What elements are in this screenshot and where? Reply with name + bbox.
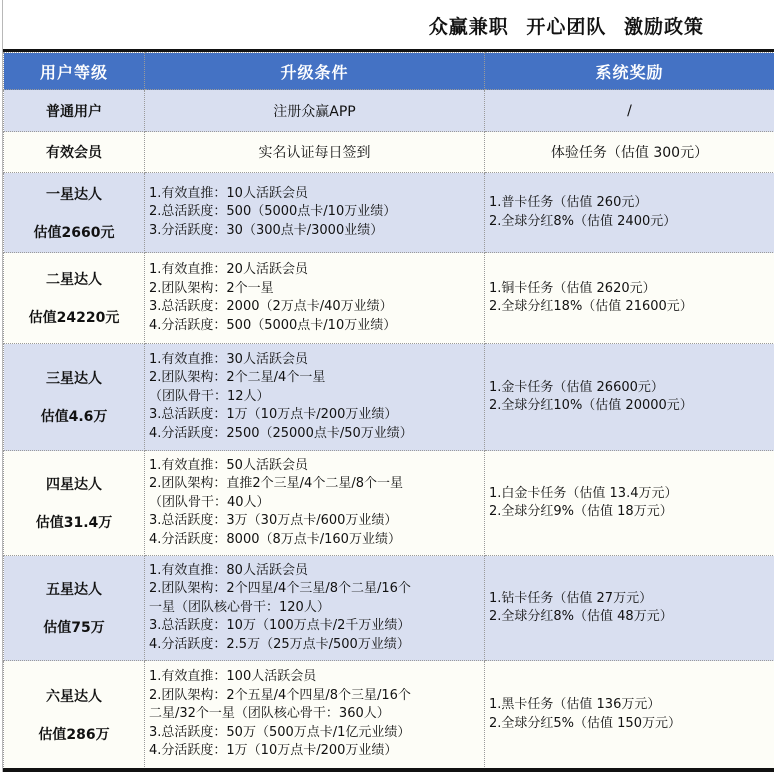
rewards-cell: [485, 90, 774, 132]
condition-line: 4.分活跃度：500（5000点卡/10万业绩）: [149, 317, 397, 333]
reward-line: 2.全球分红10%（估值 20000元）: [489, 398, 693, 413]
reward-line: /: [627, 102, 632, 119]
condition-line: 实名认证每日签到: [258, 145, 371, 161]
condition-line: 1.有效直推：100人活跃会员: [149, 669, 317, 685]
title-part-policy: 激励政策: [623, 16, 704, 38]
condition-line: 4.分活跃度：2500（25000点卡/50万业绩）: [149, 425, 413, 441]
title-part-brand: 众赢兼职: [428, 16, 509, 38]
reward-line: 1.黑卡任务（估值 136万元）: [489, 697, 661, 712]
rewards-cell: [485, 556, 774, 661]
reward-line: 体验任务（估值 300元）: [550, 145, 709, 161]
rewards-cell: [485, 451, 774, 556]
table-header-row: [4, 53, 774, 90]
condition-line: 2.团队架构：2个二星/4个一星: [149, 370, 326, 386]
condition-line: 2.团队架构：2个五星/4个四星/8个三星/16个: [149, 687, 411, 703]
condition-line: 3.分活跃度：30（300点卡/3000业绩）: [149, 222, 384, 238]
conditions-cell: [145, 132, 485, 173]
reward-line: 1.白金卡任务（估值 13.4万元）: [489, 485, 678, 501]
conditions-cell: [145, 451, 485, 556]
condition-line: 2.团队架构：2个四星/4个三星/8个二星/16个: [149, 581, 411, 597]
conditions-cell: [145, 90, 485, 132]
level-cell: [4, 132, 145, 173]
incentive-policy-table: [3, 52, 774, 769]
condition-line: 二星/32个一星（团队核心骨干：360人）: [149, 706, 390, 722]
header-user-level: 用户等级: [4, 53, 145, 90]
level-value: 估值75万: [43, 620, 105, 636]
level-name: 六星达人: [46, 688, 102, 705]
condition-line: 3.总活跃度：1万（10万点卡/200万业绩）: [149, 407, 398, 423]
reward-line: 1.钻卡任务（估值 27万元）: [489, 590, 653, 606]
table-row: [4, 132, 774, 173]
reward-line: 1.普卡任务（估值 260元）: [489, 195, 648, 210]
level-value: 估值24220元: [28, 310, 120, 326]
reward-line: 2.全球分红5%（估值 150万元）: [489, 715, 681, 731]
condition-line: 1.有效直推：20人活跃会员: [149, 262, 308, 277]
level-name: 有效会员: [46, 145, 102, 161]
level-name: 五星达人: [46, 582, 102, 598]
conditions-cell: [145, 556, 485, 661]
condition-line: 2.总活跃度：500（5000点卡/10万业绩）: [149, 204, 397, 220]
level-name: 三星达人: [46, 371, 102, 387]
reward-line: 2.全球分红9%（估值 18万元）: [489, 504, 673, 519]
level-cell: [4, 451, 145, 556]
table-row: [4, 451, 774, 556]
table-row: [4, 344, 774, 451]
conditions-cell: [145, 661, 485, 769]
rewards-cell: [485, 132, 774, 173]
condition-line: 4.分活跃度：1万（10万点卡/200万业绩）: [149, 743, 398, 759]
reward-line: 1.金卡任务（估值 26600元）: [489, 379, 664, 395]
condition-line: 1.有效直推：10人活跃会员: [149, 185, 308, 201]
level-value: 估值286万: [38, 726, 110, 743]
level-name: 四星达人: [46, 477, 102, 493]
rewards-cell: [485, 661, 774, 769]
condition-line: 4.分活跃度：8000（8万点卡/160万业绩）: [149, 531, 401, 547]
conditions-cell: [145, 173, 485, 253]
condition-line: 注册众赢APP: [273, 103, 356, 120]
page-title: [0, 12, 774, 42]
condition-line: 一星（团队核心骨干：120人）: [149, 599, 330, 615]
condition-line: （团队骨干：40人）: [149, 494, 270, 510]
level-name: 一星达人: [46, 186, 102, 203]
conditions-cell: [145, 253, 485, 344]
table-row: [4, 661, 774, 769]
level-cell: [4, 90, 145, 132]
level-name: 二星达人: [46, 272, 102, 288]
bottom-divider: [3, 768, 774, 772]
condition-line: 1.有效直推：50人活跃会员: [149, 457, 308, 473]
condition-line: 4.分活跃度：2.5万（25万点卡/500万业绩）: [149, 636, 410, 652]
condition-line: 3.总活跃度：3万（30万点卡/600万业绩）: [149, 513, 398, 529]
header-upgrade-conditions: 升级条件: [145, 53, 485, 90]
level-value: 估值4.6万: [40, 409, 108, 425]
reward-line: 1.铜卡任务（估值 2620元）: [489, 280, 656, 296]
condition-line: 3.总活跃度：2000（2万点卡/40万业绩）: [149, 299, 393, 314]
level-cell: [4, 173, 145, 253]
level-name: 普通用户: [46, 103, 102, 120]
condition-line: 3.总活跃度：10万（100万点卡/2千万业绩）: [149, 618, 411, 634]
level-cell: [4, 661, 145, 769]
table-row: [4, 173, 774, 253]
condition-line: 1.有效直推：80人活跃会员: [149, 562, 308, 578]
table-row: [4, 556, 774, 661]
reward-line: 2.全球分红8%（估值 2400元）: [489, 213, 677, 229]
table-row: [4, 253, 774, 344]
condition-line: 3.总活跃度：50万（500万点卡/1亿元业绩）: [149, 724, 411, 740]
level-cell: [4, 556, 145, 661]
table-row: [4, 90, 774, 132]
rewards-cell: [485, 253, 774, 344]
level-value: 估值31.4万: [35, 515, 113, 531]
reward-line: 2.全球分红8%（估值 48万元）: [489, 609, 673, 624]
reward-line: 2.全球分红18%（估值 21600元）: [489, 299, 693, 314]
level-value: 估值2660元: [33, 224, 115, 241]
condition-line: 1.有效直推：30人活跃会员: [149, 351, 308, 367]
condition-line: 2.团队架构：直推2个三星/4个二星/8个一星: [149, 476, 403, 492]
title-part-team: 开心团队: [526, 16, 607, 38]
level-cell: [4, 253, 145, 344]
conditions-cell: [145, 344, 485, 451]
rewards-cell: [485, 344, 774, 451]
condition-line: （团队骨干：12人）: [149, 388, 270, 404]
level-cell: [4, 344, 145, 451]
rewards-cell: [485, 173, 774, 253]
header-system-rewards: 系统奖励: [485, 53, 774, 90]
condition-line: 2.团队架构：2个一星: [149, 280, 274, 296]
